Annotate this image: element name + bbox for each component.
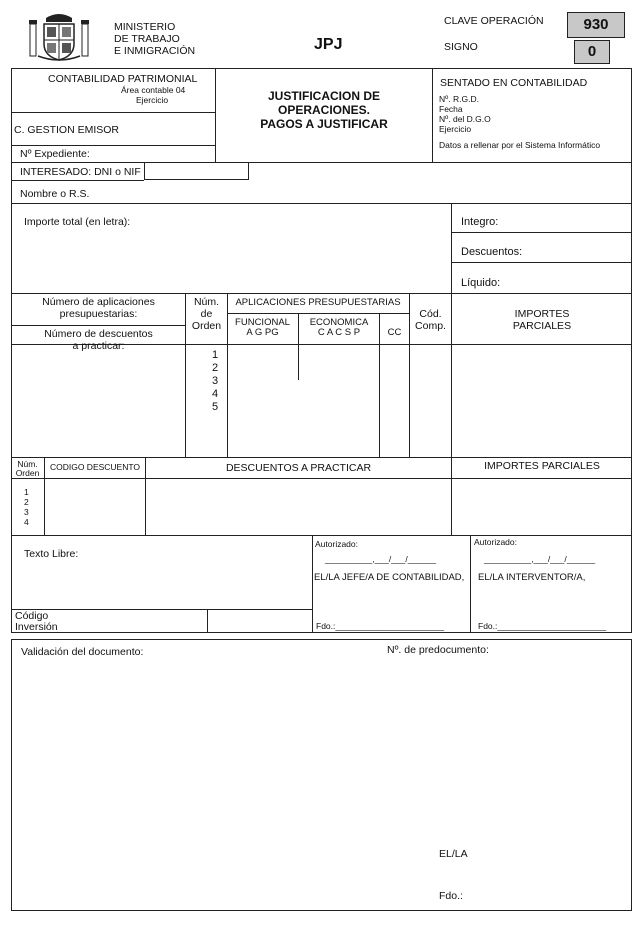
- num-aplicaciones-line-2: presupuestarias:: [59, 308, 138, 320]
- fecha-line-2: __________,___/___/______: [484, 554, 596, 564]
- fecha-line-1: __________,___/___/______: [325, 554, 437, 564]
- predocumento-label: Nº. de predocumento:: [387, 644, 489, 656]
- importe-total-label: Importe total (en letra):: [24, 216, 131, 228]
- area-contable-label: Área contable 04: [121, 85, 186, 95]
- desc-num-orden-line-2: Orden: [15, 468, 40, 478]
- codigo-inversion-line-2: Inversión: [15, 621, 58, 633]
- form-code-title: JPJ: [314, 36, 343, 53]
- expediente-label: Nº Expediente:: [20, 148, 90, 160]
- desc-row-3: 3: [24, 507, 29, 517]
- ministry-line-3: E INMIGRACIÓN: [114, 45, 196, 57]
- aplicaciones-header: APLICACIONES PRESUPUESTARIAS: [235, 297, 401, 308]
- orden-row-3: 3: [212, 375, 219, 387]
- fdo-1-label: Fdo.:_______________________: [316, 621, 445, 631]
- descuentos-label: Descuentos:: [461, 246, 523, 258]
- integro-label: Integro:: [461, 216, 499, 228]
- liquido-label: Líquido:: [461, 277, 501, 289]
- dgo-label: Nº. del D.G.O: [439, 114, 491, 124]
- cod-comp-line-1: Cód.: [419, 308, 442, 320]
- ejercicio-label: Ejercicio: [136, 95, 169, 105]
- clave-operacion-label: CLAVE OPERACIÓN: [444, 15, 544, 27]
- orden-row-2: 2: [212, 362, 219, 374]
- gestion-emisor-label: C. GESTION EMISOR: [14, 124, 120, 136]
- descuentos-practicar-label: DESCUENTOS A PRACTICAR: [225, 462, 372, 474]
- datos-rellenar-label: Datos a rellenar por el Sistema Informático: [439, 140, 601, 150]
- funcional-label: FUNCIONAL: [235, 317, 290, 328]
- importes-parciales-line-1: IMPORTES: [514, 308, 570, 320]
- num-orden-line-1: Núm.: [193, 296, 220, 308]
- rgd-label: Nº. R.G.D.: [439, 94, 479, 104]
- interventor-label: EL/LA INTERVENTOR/A,: [478, 572, 586, 583]
- signo-label: SIGNO: [444, 41, 478, 53]
- importes-parciales-desc-label: IMPORTES PARCIALES: [484, 460, 600, 472]
- ministry-line-1: MINISTERIO: [114, 21, 176, 33]
- num-orden-line-2: de: [200, 308, 213, 320]
- orden-row-1: 1: [212, 349, 219, 361]
- dni-nif-field[interactable]: [144, 162, 249, 180]
- contabilidad-label: CONTABILIDAD PATRIMONIAL: [48, 73, 198, 85]
- ministry-line-2: DE TRABAJO: [114, 33, 180, 45]
- fdo-validacion-label: Fdo.:: [439, 890, 463, 902]
- form-title-line-3: PAGOS A JUSTIFICAR: [260, 117, 388, 131]
- fecha-label: Fecha: [439, 104, 463, 114]
- orden-row-5: 5: [212, 401, 219, 413]
- codigo-descuento-label: CODIGO DESCUENTO: [49, 462, 141, 472]
- num-descuentos-line-1: Número de descuentos: [44, 328, 153, 340]
- autorizado-1-label: Autorizado:: [315, 539, 358, 549]
- importes-parciales-line-2: PARCIALES: [512, 320, 572, 332]
- fdo-2-label: Fdo.:_______________________: [478, 621, 607, 631]
- nombre-rs-label: Nombre o R.S.: [20, 188, 90, 200]
- texto-libre-label: Texto Libre:: [24, 548, 79, 560]
- desc-row-2: 2: [24, 497, 29, 507]
- clave-operacion-value: 930: [567, 12, 625, 38]
- autorizado-2-label: Autorizado:: [474, 537, 517, 547]
- orden-row-4: 4: [212, 388, 219, 400]
- sentado-label: SENTADO EN CONTABILIDAD: [440, 77, 588, 89]
- validacion-frame: [11, 639, 632, 911]
- codigo-inversion-line-1: Código: [15, 610, 49, 622]
- ella-label: EL/LA: [439, 848, 468, 860]
- num-orden-line-3: Orden: [191, 320, 222, 332]
- economica-sub-label: C A C S P: [317, 327, 361, 338]
- ejercicio2-label: Ejercicio: [439, 124, 472, 134]
- form-title-line-2: OPERACIONES.: [277, 103, 370, 117]
- form-title-line-1: JUSTIFICACION DE: [267, 89, 380, 103]
- jefe-contabilidad-label: EL/LA JEFE/A DE CONTABILIDAD,: [314, 572, 465, 583]
- interesado-label: INTERESADO: DNI o NIF: [20, 166, 141, 178]
- cc-label: CC: [387, 327, 402, 338]
- validacion-label: Validación del documento:: [21, 646, 144, 658]
- funcional-sub-label: A G PG: [246, 327, 279, 338]
- num-aplicaciones-line-1: Número de aplicaciones: [42, 296, 155, 308]
- coat-of-arms-icon: [26, 10, 92, 64]
- desc-num-orden-line-1: Núm.: [17, 459, 38, 469]
- signo-value: 0: [574, 40, 610, 64]
- desc-row-4: 4: [24, 517, 29, 527]
- economica-label: ECONOMICA: [309, 317, 369, 328]
- num-descuentos-line-2: a practicar:: [72, 340, 125, 352]
- desc-row-1: 1: [24, 487, 29, 497]
- cod-comp-line-2: Comp.: [415, 320, 446, 332]
